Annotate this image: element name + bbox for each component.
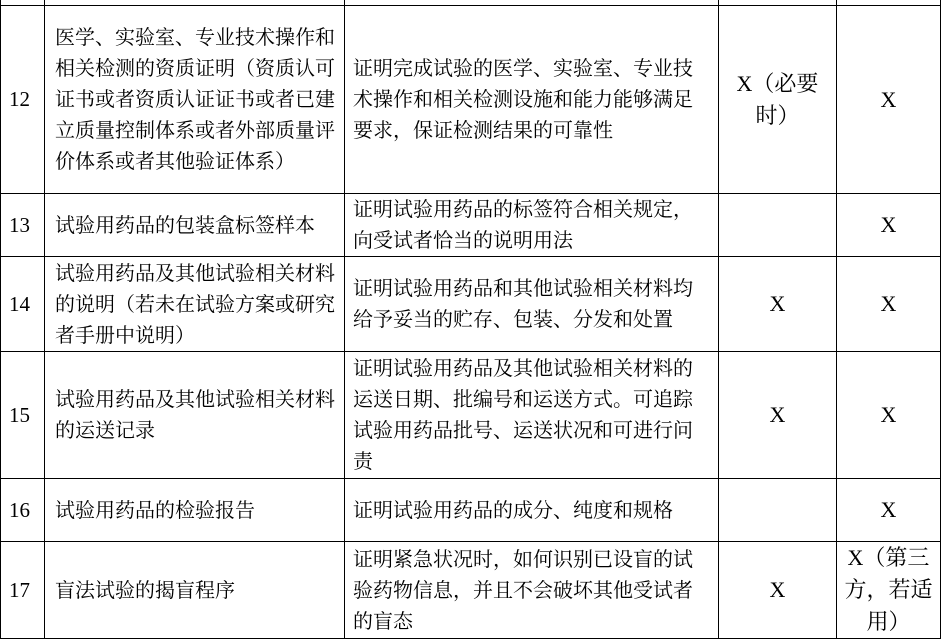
mark-cell-4	[837, 479, 941, 542]
document-item: 试验用药品的包装盒标签样本	[45, 194, 345, 257]
document-item: 盲法试验的揭盲程序	[45, 542, 345, 639]
table-row	[1, 479, 941, 542]
mark-text: X	[880, 212, 897, 237]
table-row	[1, 352, 941, 479]
document-purpose: 证明试验用药品的成分、纯度和规格	[345, 479, 719, 542]
mark-text: X	[769, 577, 786, 602]
row-number: 15	[1, 352, 45, 479]
document-purpose: 证明完成试验的医学、实验室、专业技术操作和相关检测设施和能力能够满足要求，保证检测结果的可靠性	[345, 6, 719, 194]
mark-text: X	[769, 402, 786, 427]
row-number: 17	[1, 542, 45, 639]
document-item: 试验用药品的检验报告	[45, 479, 345, 542]
row-number: 14	[1, 257, 45, 352]
document-item: 试验用药品及其他试验相关材料的运送记录	[45, 352, 345, 479]
mark-text: X	[880, 291, 897, 316]
mark-cell-4	[837, 194, 941, 257]
mark-cell-4	[837, 352, 941, 479]
table-row	[1, 194, 941, 257]
mark-text: X（必要时）	[736, 70, 819, 128]
row-number: 13	[1, 194, 45, 257]
mark-text: X	[880, 86, 897, 112]
mark-cell-3	[719, 194, 837, 257]
mark-cell-4	[837, 257, 941, 352]
mark-text: X	[880, 497, 897, 522]
row-number: 12	[1, 6, 45, 194]
mark-cell-4	[837, 6, 941, 194]
row-number: 16	[1, 479, 45, 542]
table-row	[1, 257, 941, 352]
mark-text: X	[880, 402, 897, 427]
document-purpose: 证明试验用药品的标签符合相关规定，向受试者恰当的说明用法	[345, 194, 719, 257]
document-item: 医学、实验室、专业技术操作和相关检测的资质证明（资质认可证书或者资质认证证书或者已建立质量控制体系或者外部质量评价体系或者其他验证体系）	[45, 6, 345, 194]
table-row	[1, 6, 941, 194]
document-purpose: 证明试验用药品和其他试验相关材料均给予妥当的贮存、包装、分发和处置	[345, 257, 719, 352]
mark-cell-3	[719, 479, 837, 542]
mark-cell-3	[719, 6, 837, 194]
document-purpose: 证明紧急状况时，如何识别已设盲的试验药物信息，并且不会破坏其他受试者的盲态	[345, 542, 719, 639]
document-purpose: 证明试验用药品及其他试验相关材料的运送日期、批编号和运送方式。可追踪试验用药品批号、运送状况和可进行问责	[345, 352, 719, 479]
mark-text: X	[769, 291, 786, 316]
mark-cell-3	[719, 352, 837, 479]
document-item: 试验用药品及其他试验相关材料的说明（若未在试验方案或研究者手册中说明）	[45, 257, 345, 352]
mark-cell-3	[719, 257, 837, 352]
mark-text: X（第三方，若适用）	[844, 545, 933, 634]
mark-cell-3	[719, 542, 837, 639]
mark-cell-4	[837, 542, 941, 639]
table-row	[1, 542, 941, 639]
